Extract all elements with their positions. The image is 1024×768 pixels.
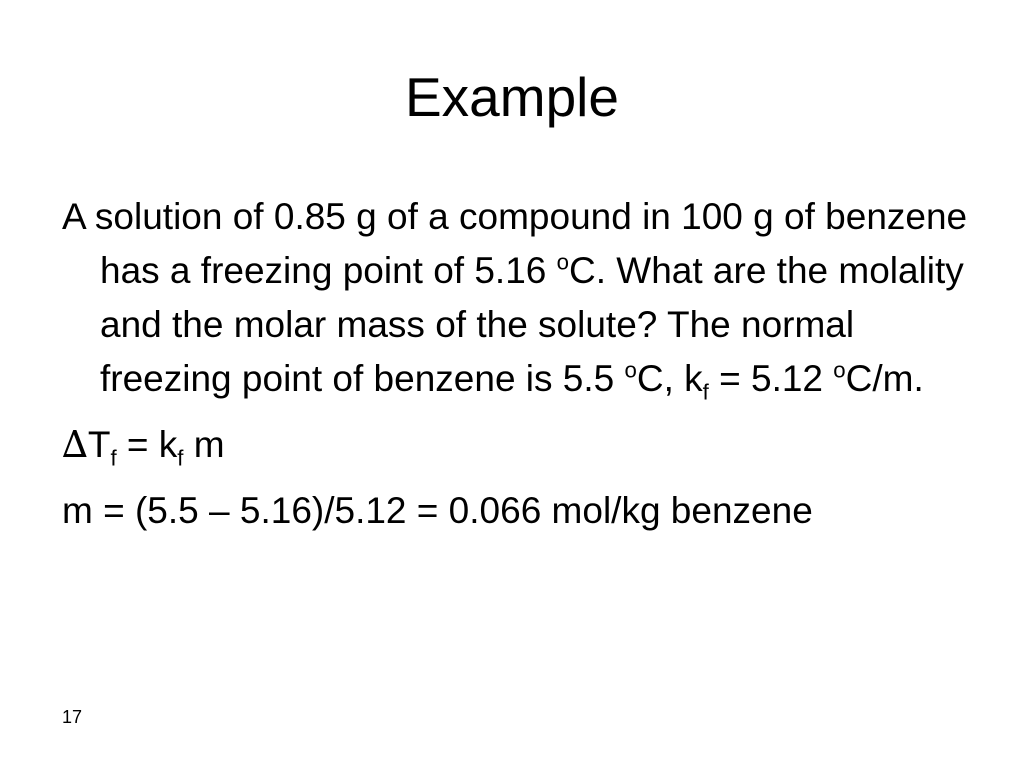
equation-t-subscript: f <box>110 445 117 471</box>
problem-text-3: C, k <box>636 358 703 399</box>
equation-m: m <box>183 424 225 465</box>
equation-t: T <box>87 424 111 465</box>
equation-equals-k: = k <box>116 424 178 465</box>
page-number: 17 <box>62 707 83 727</box>
kf-subscript: f <box>702 379 709 405</box>
problem-text-1: A solution of 0.85 g of a compound in 100 g of benzene has a freezing point of 5.16 <box>62 196 968 291</box>
problem-text-5: C/m. <box>845 358 924 399</box>
molality-result: m = (5.5 – 5.16)/5.12 = 0.066 mol/kg benzene <box>62 490 813 531</box>
slide-title: Example <box>405 66 619 128</box>
degree-superscript-2: o <box>624 357 637 383</box>
delta-symbol: ∆ <box>62 423 88 466</box>
slide-body <box>62 190 982 538</box>
problem-text-4: = 5.12 <box>708 358 834 399</box>
freezing-point-equation <box>62 418 982 472</box>
problem-statement <box>62 190 982 406</box>
degree-superscript-3: o <box>833 357 846 383</box>
equation-k-subscript: f <box>177 445 184 471</box>
degree-superscript-1: o <box>556 249 569 275</box>
problem-text-2: C. What are the molality and the molar mass of the solute? The normal freezing point of benzene is 5.5 <box>100 250 964 399</box>
